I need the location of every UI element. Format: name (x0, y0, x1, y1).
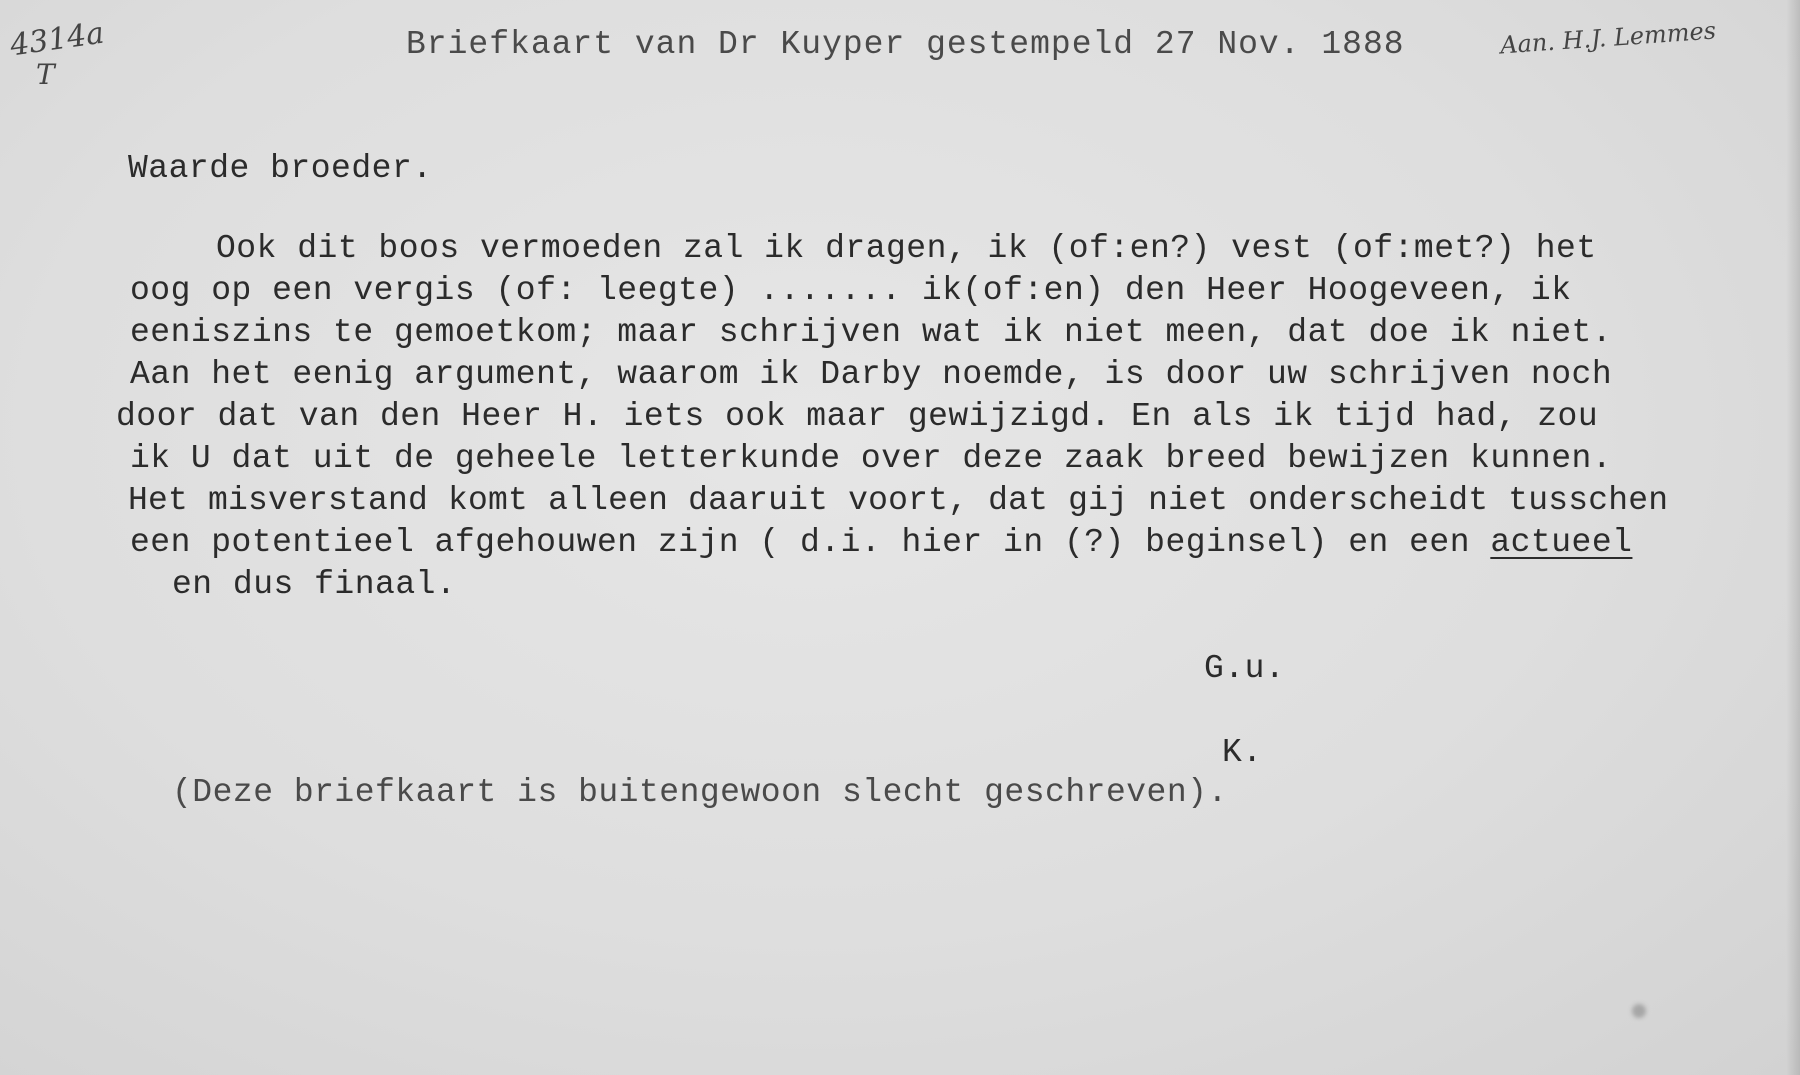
handwritten-annotation: Aan. H.J. Lemmes (1499, 16, 1717, 60)
document-title: Briefkaart van Dr Kuyper gestempeld 27 Nov. 1888 (406, 26, 1405, 63)
letter-line-8-text: een potentieel afgehouwen zijn ( d.i. hier in (?) beginsel) en een (130, 524, 1491, 561)
closing: G.u. (1204, 650, 1286, 687)
letter-line-9: en dus finaal. (172, 566, 457, 603)
archive-number: 4314a (8, 15, 107, 64)
archive-mark: T (36, 58, 55, 91)
transcriber-note: (Deze briefkaart is buitengewoon slecht geschreven). (172, 774, 1228, 811)
signature: K. (1222, 734, 1263, 771)
paper-speck (1632, 1004, 1646, 1018)
letter-line-5: door dat van den Heer H. iets ook maar gewijzigd. En als ik tijd had, zou (116, 398, 1599, 435)
letter-line-3: eeniszins te gemoetkom; maar schrijven wat ik niet meen, dat doe ik niet. (130, 314, 1613, 351)
letter-line-6: ik U dat uit de geheele letterkunde over deze zaak breed bewijzen kunnen. (130, 440, 1613, 477)
salutation: Waarde broeder. (128, 150, 433, 187)
letter-line-4: Aan het eenig argument, waarom ik Darby noemde, is door uw schrijven noch (130, 356, 1613, 393)
letter-line-1: Ook dit boos vermoeden zal ik dragen, ik (of:en?) vest (of:met?) het (216, 230, 1597, 267)
letter-line-7: Het misverstand komt alleen daaruit voort, dat gij niet onderscheidt tusschen (128, 482, 1669, 519)
letter-line-8 (130, 524, 1632, 561)
page-edge-shadow (1786, 0, 1800, 1075)
underlined-word: actueel (1490, 524, 1633, 561)
letter-line-2: oog op een vergis (of: leegte) ....... ik(of:en) den Heer Hoogeveen, ik (130, 272, 1572, 309)
